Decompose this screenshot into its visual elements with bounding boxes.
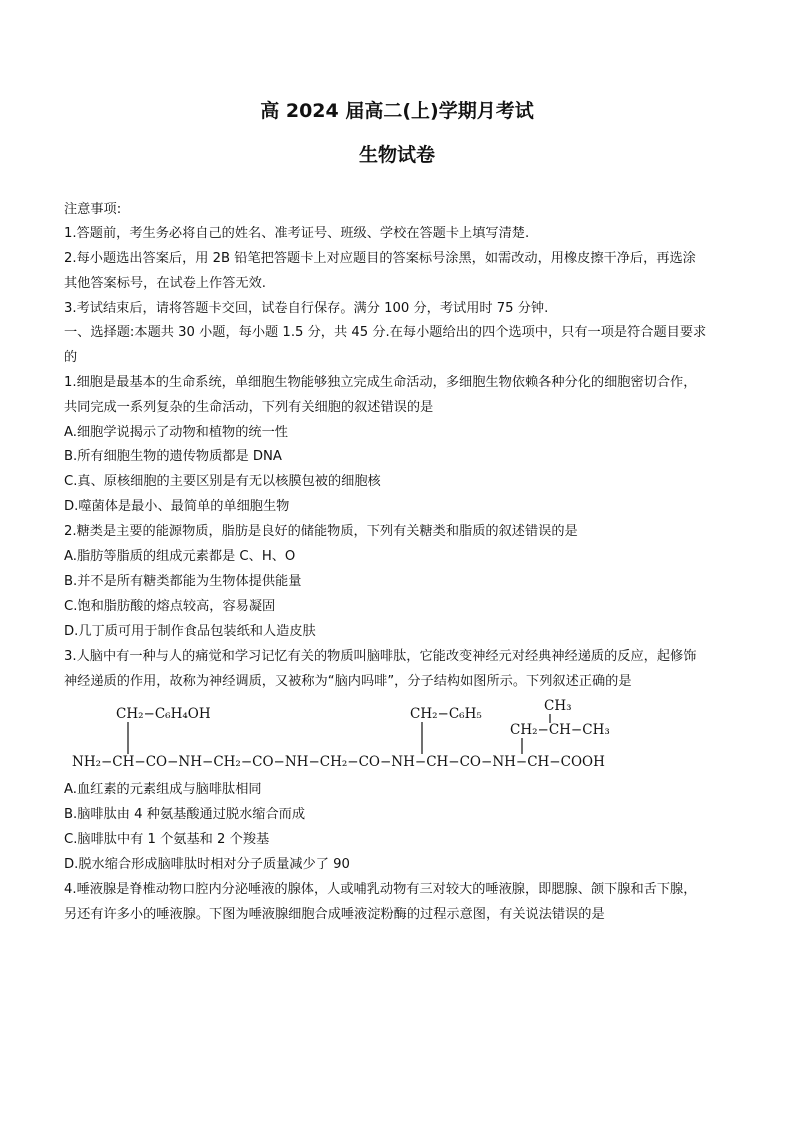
q3-option-a: A.血红素的元素组成与脑啡肽相同 xyxy=(64,782,262,797)
q1-option-d: D.噬菌体是最小、最简单的单细胞生物 xyxy=(64,499,290,514)
q2-option-c: C.饱和脂肪酸的熔点较高，容易凝固 xyxy=(64,599,276,614)
note-3: 3.考试结束后，请将答题卡交回，试卷自行保存。满分 100 分，考试用时 75 分钟. xyxy=(64,301,549,316)
q2-stem: 2.糖类是主要的能源物质，脂肪是良好的储能物质，下列有关糖类和脂质的叙述错误的是 xyxy=(64,524,578,539)
q1-option-c: C.真、原核细胞的主要区别是有无以核膜包被的细胞核 xyxy=(64,474,381,489)
q4-stem-line-1: 4.唾液腺是脊椎动物口腔内分泌唾液的腺体，人或哺乳动物有三对较大的唾液腺，即腮腺、颌下腺和舌下腺， xyxy=(64,882,697,897)
exam-subtitle: 生物试卷 xyxy=(358,144,435,166)
side-chain-5-top: CH₃ xyxy=(544,698,572,714)
notes-heading: 注意事项: xyxy=(64,202,122,217)
side-chain-1: CH₂−C₆H₄OH xyxy=(116,706,211,722)
q3-option-b: B.脑啡肽由 4 种氨基酸通过脱水缩合而成 xyxy=(64,807,306,822)
section-instruction-line-2: 的 xyxy=(64,350,78,365)
section-instruction-line-1: 一、选择题:本题共 30 小题，每小题 1.5 分，共 45 分.在每小题给出的四个选项中，只有一项是符合题目要求 xyxy=(64,325,707,340)
q1-option-a: A.细胞学说揭示了动物和植物的统一性 xyxy=(64,425,288,440)
enkephalin-structure-diagram xyxy=(70,696,610,772)
side-chain-5: CH₂−CH−CH₃ xyxy=(510,722,610,738)
note-1: 1.答题前，考生务必将自己的姓名、准考证号、班级、学校在答题卡上填写清楚. xyxy=(64,226,530,241)
side-chain-4: CH₂−C₆H₅ xyxy=(410,706,482,722)
q1-stem-line-1: 1.细胞是最基本的生命系统，单细胞生物能够独立完成生命活动，多细胞生物依赖各种分化的细胞密切合作， xyxy=(64,375,697,390)
q3-option-d: D.脱水缩合形成脑啡肽时相对分子质量减少了 90 xyxy=(64,857,350,872)
note-2-line-1: 2.每小题选出答案后，用 2B 铅笔把答题卡上对应题目的答案标号涂黑，如需改动，用橡皮擦干净后，再选涂 xyxy=(64,251,696,266)
q1-stem-line-2: 共同完成一系列复杂的生命活动，下列有关细胞的叙述错误的是 xyxy=(64,400,434,415)
q3-stem-line-2: 神经递质的作用，故称为神经调质，又被称为“脑内吗啡”，分子结构如图所示。下列叙述正确的是 xyxy=(64,674,632,689)
note-2-line-2: 其他答案标号，在试卷上作答无效. xyxy=(64,276,267,291)
q1-option-b: B.所有细胞生物的遗传物质都是 DNA xyxy=(64,449,282,464)
q2-option-d: D.几丁质可用于制作食品包装纸和人造皮肤 xyxy=(64,624,316,639)
peptide-backbone: NH₂−CH−CO−NH−CH₂−CO−NH−CH₂−CO−NH−CH−CO−NH−CH−COOH xyxy=(72,754,605,770)
q3-option-c: C.脑啡肽中有 1 个氨基和 2 个羧基 xyxy=(64,832,270,847)
q2-option-b: B.并不是所有糖类都能为生物体提供能量 xyxy=(64,574,302,589)
q4-stem-line-2: 另还有许多小的唾液腺。下图为唾液腺细胞合成唾液淀粉酶的过程示意图，有关说法错误的是 xyxy=(64,907,605,922)
q2-option-a: A.脂肪等脂质的组成元素都是 C、H、O xyxy=(64,549,296,564)
exam-title: 高 2024 届高二(上)学期月考试 xyxy=(260,100,534,122)
q3-stem-line-1: 3.人脑中有一种与人的痛觉和学习记忆有关的物质叫脑啡肽，它能改变神经元对经典神经递质的反应，起修饰 xyxy=(64,649,697,664)
